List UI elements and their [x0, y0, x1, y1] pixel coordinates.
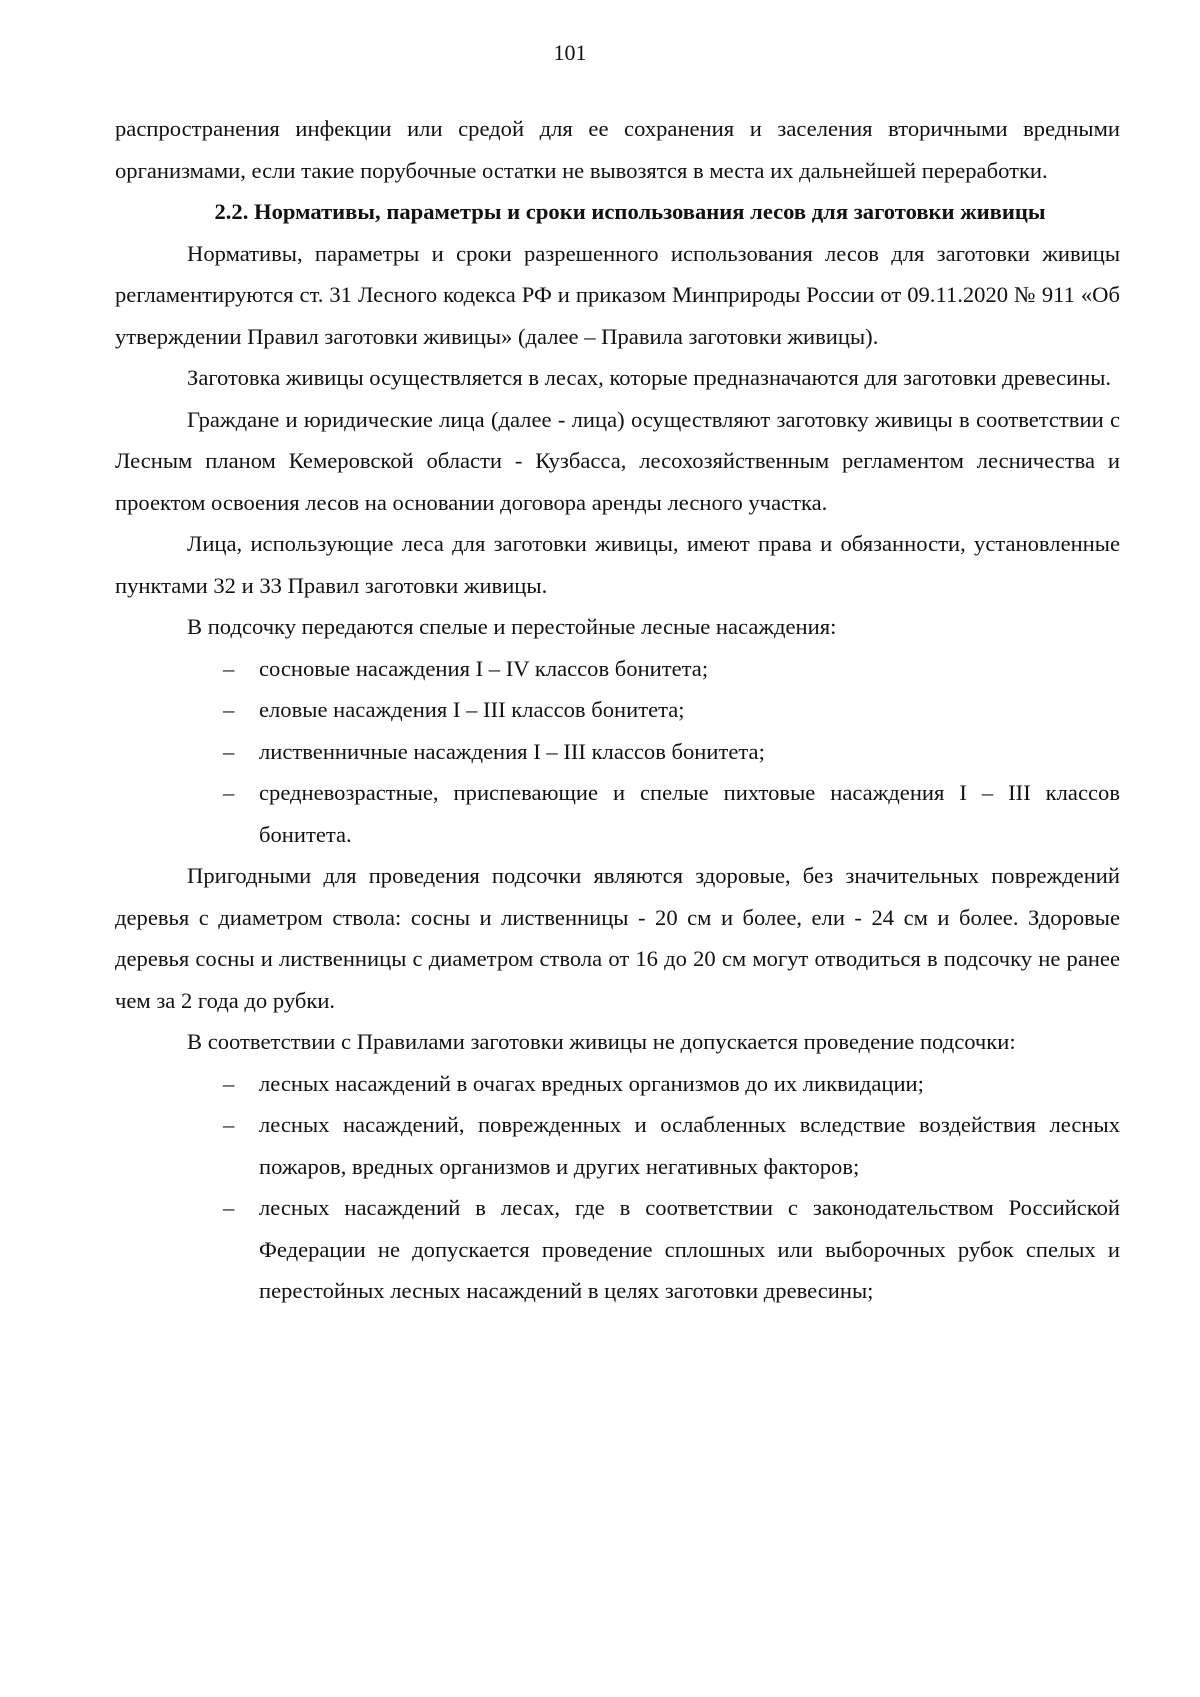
dash-marker: –	[223, 655, 235, 681]
list-item: – лиственничные насаждения I – III классов бонитета;	[115, 731, 1120, 773]
list-item: – лесных насаждений, поврежденных и ослабленных вследствие воздействия лесных пожаров, вредных организмов и других негативных факторов;	[115, 1104, 1120, 1187]
dash-marker: –	[223, 1195, 235, 1220]
paragraph-citizens: Граждане и юридические лица (далее - лица) осуществляют заготовку живицы в соответствии с Лесным планом Кемеровской области - Кузбасса, лесохозяйственным регламентом лесничества и проектом освоения лесов на основании договора аренды лесного участка.	[115, 406, 1120, 515]
paragraph-suitable-trees: Пригодными для проведения подсочки являются здоровые, без значительных повреждений деревья с диаметром ствола: сосны и лиственницы - 20 см и более, ели - 24 см и более. Здоровые деревья сосны и лиственницы с диаметром ствола от 16 до 20 см могут отводиться в подсочку не ранее чем за 2 года до рубки.	[115, 863, 1120, 1013]
list-item: – средневозрастные, приспевающие и спелые пихтовые насаждения I – III классов бонитета.	[115, 772, 1120, 855]
dash-marker: –	[223, 738, 235, 764]
dash-marker: –	[223, 1112, 235, 1137]
list-stand-types	[115, 648, 1120, 856]
dash-marker: –	[223, 780, 235, 805]
document-body	[115, 108, 1120, 1312]
dash-marker: –	[223, 697, 235, 722]
list-item: – еловые насаждения I – III классов бонитета;	[115, 689, 1120, 731]
paragraph-rights: Лица, использующие леса для заготовки живицы, имеют права и обязанности, установленные пунктами 32 и 33 Правил заготовки живицы.	[115, 531, 1120, 598]
list-prohibitions	[115, 1063, 1120, 1312]
list-item: – сосновые насаждения I – IV классов бонитета;	[115, 648, 1120, 690]
paragraph-continuation: распространения инфекции или средой для ее сохранения и заселения вторичными вредными организмами, если такие порубочные остатки не вывозятся в места их дальнейшей переработки.	[115, 116, 1120, 183]
section-heading: 2.2. Нормативы, параметры и сроки использования лесов для заготовки живицы	[214, 199, 1046, 224]
paragraph-prohibitions: В соответствии с Правилами заготовки живицы не допускается проведение подсочки:	[187, 1029, 1016, 1054]
list-item: – лесных насаждений в очагах вредных организмов до их ликвидации;	[115, 1063, 1120, 1105]
paragraph-tapping-stands: В подсочку передаются спелые и перестойные лесные насаждения:	[187, 614, 837, 639]
paragraph-harvest-location: Заготовка живицы осуществляется в лесах, которые предназначаются для заготовки древесины.	[187, 365, 1112, 390]
page-number: 101	[553, 40, 587, 65]
dash-marker: –	[223, 1070, 235, 1096]
list-item: – лесных насаждений в лесах, где в соответствии с законодательством Российской Федерации не допускается проведение сплошных или выборочных рубок спелых и перестойных лесных насаждений в целях заготовки древесины;	[115, 1187, 1120, 1312]
paragraph-norms: Нормативы, параметры и сроки разрешенного использования лесов для заготовки живицы регламентируются ст. 31 Лесного кодекса РФ и приказом Минприроды России от 09.11.2020 № 911 «Об утверждении Правил заготовки живицы» (далее – Правила заготовки живицы).	[115, 240, 1120, 349]
